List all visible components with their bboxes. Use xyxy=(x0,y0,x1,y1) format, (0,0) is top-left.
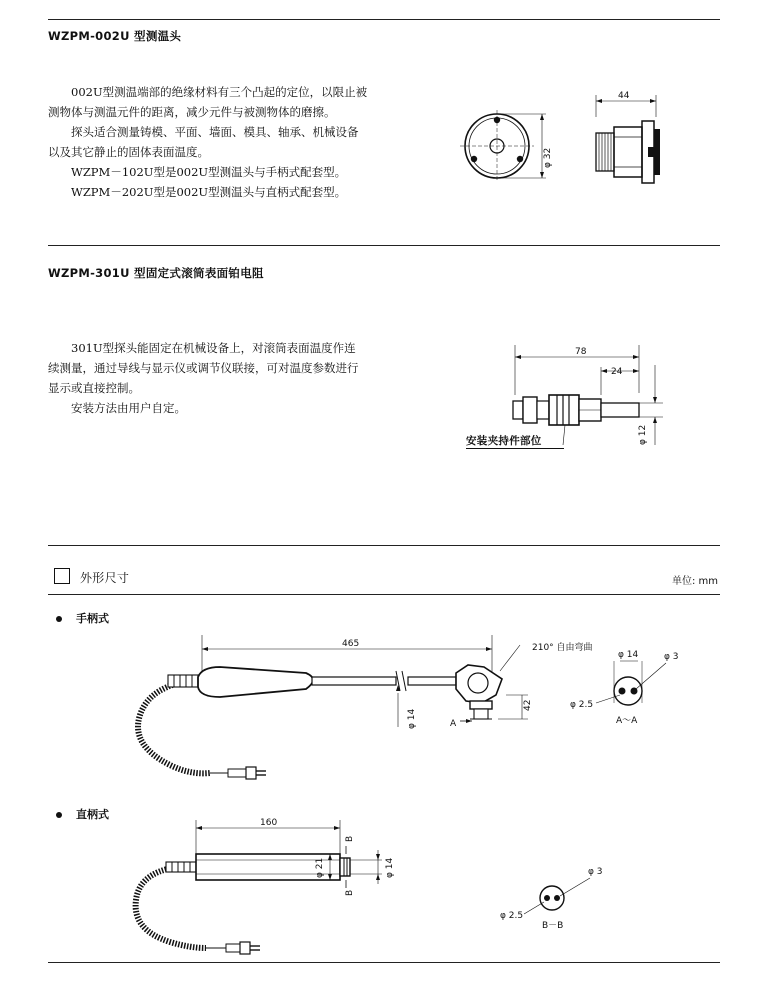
straight-type-label: 直柄式 xyxy=(76,808,109,821)
section1-text xyxy=(48,82,368,202)
probe-301u-tip-label: 24 xyxy=(611,367,623,377)
probe-002u-side-drawing xyxy=(590,91,680,195)
sec-a-hole-dia-label: φ 3 xyxy=(664,652,679,662)
section1-para-1: 002U型测温端部的绝缘材料有三个凸起的定位，以限止被测物体与测温元件的距离，减少元件与被测物体的磨擦。 xyxy=(48,85,368,119)
handle-type-heading xyxy=(56,610,109,626)
section1-para-3: WZPM－102U型是002U型测温头与手柄式配套型。 xyxy=(71,165,347,179)
section3-rule xyxy=(48,594,720,595)
probe-002u-front-drawing xyxy=(460,108,560,188)
section1-title: WZPM-002U 型测温头 xyxy=(48,29,182,43)
checkbox-icon xyxy=(54,568,70,584)
sec-a-outer-dia-label: φ 14 xyxy=(618,650,639,660)
bottom-rule xyxy=(48,962,720,963)
callout-underline xyxy=(466,448,564,449)
handle-angle-label: 210° 自由弯曲 xyxy=(532,643,593,653)
section1-para-4: WZPM－202U型是002U型测温头与直柄式配套型。 xyxy=(71,185,347,199)
section2-title: WZPM-301U 型固定式滚筒表面铂电阻 xyxy=(48,266,264,280)
section2-para-2: 安装方法由用户自定。 xyxy=(71,401,186,415)
handle-section-mark-a: A xyxy=(450,719,457,729)
probe-002u-length-label: 44 xyxy=(618,91,630,101)
handle-length-label: 465 xyxy=(342,639,360,649)
sec-a-wire-dia-label: φ 2.5 xyxy=(570,700,594,710)
sec-a-label: A～A xyxy=(616,716,638,726)
straight-body-dia-label: φ 21 xyxy=(315,857,325,878)
sec-b-wire-dia-label: φ 2.5 xyxy=(500,911,524,921)
sec-b-label: B－B xyxy=(542,921,564,931)
bullet-dot xyxy=(56,812,62,818)
section2-rule xyxy=(48,545,720,546)
handle-shaft-dia-label: φ 14 xyxy=(407,708,417,729)
probe-301u-total-label: 78 xyxy=(575,347,587,357)
sec-b-hole-dia-label: φ 3 xyxy=(588,867,603,877)
straight-length-label: 160 xyxy=(260,818,278,828)
probe-301u-dia-label: φ 12 xyxy=(638,424,648,445)
straight-tip-dia-label: φ 14 xyxy=(385,857,395,878)
section-b-drawing xyxy=(500,862,620,942)
straight-section-mark-bottom: B xyxy=(345,889,355,896)
straight-type-heading xyxy=(56,806,109,822)
handle-head-height-label: 42 xyxy=(523,699,533,711)
section1-rule xyxy=(48,245,720,246)
section2-text xyxy=(48,338,366,418)
bullet-dot xyxy=(56,616,62,622)
straight-probe-drawing xyxy=(110,820,410,960)
probe-002u-dia-label: φ 32 xyxy=(543,147,553,168)
top-rule xyxy=(48,19,720,20)
section2-para-1: 301U型探头能固定在机械设备上，对滚筒表面温度作连续测量，通过导线与显示仪或调节仪联接，可对温度参数进行显示或直接控制。 xyxy=(48,341,359,395)
section3-title: 外形尺寸 xyxy=(80,571,130,585)
probe-301u-callout: 安装夹持件部位 xyxy=(466,435,542,447)
handle-type-label: 手柄式 xyxy=(76,612,109,625)
straight-section-mark-top: B xyxy=(345,835,355,842)
section-a-drawing xyxy=(560,645,690,735)
handle-probe-drawing xyxy=(110,635,540,785)
section1-para-2: 探头适合测量铸模、平面、墙面、模具、轴承、机械设备以及其它静止的固体表面温度。 xyxy=(48,125,359,159)
unit-label: 单位: mm xyxy=(672,576,719,587)
